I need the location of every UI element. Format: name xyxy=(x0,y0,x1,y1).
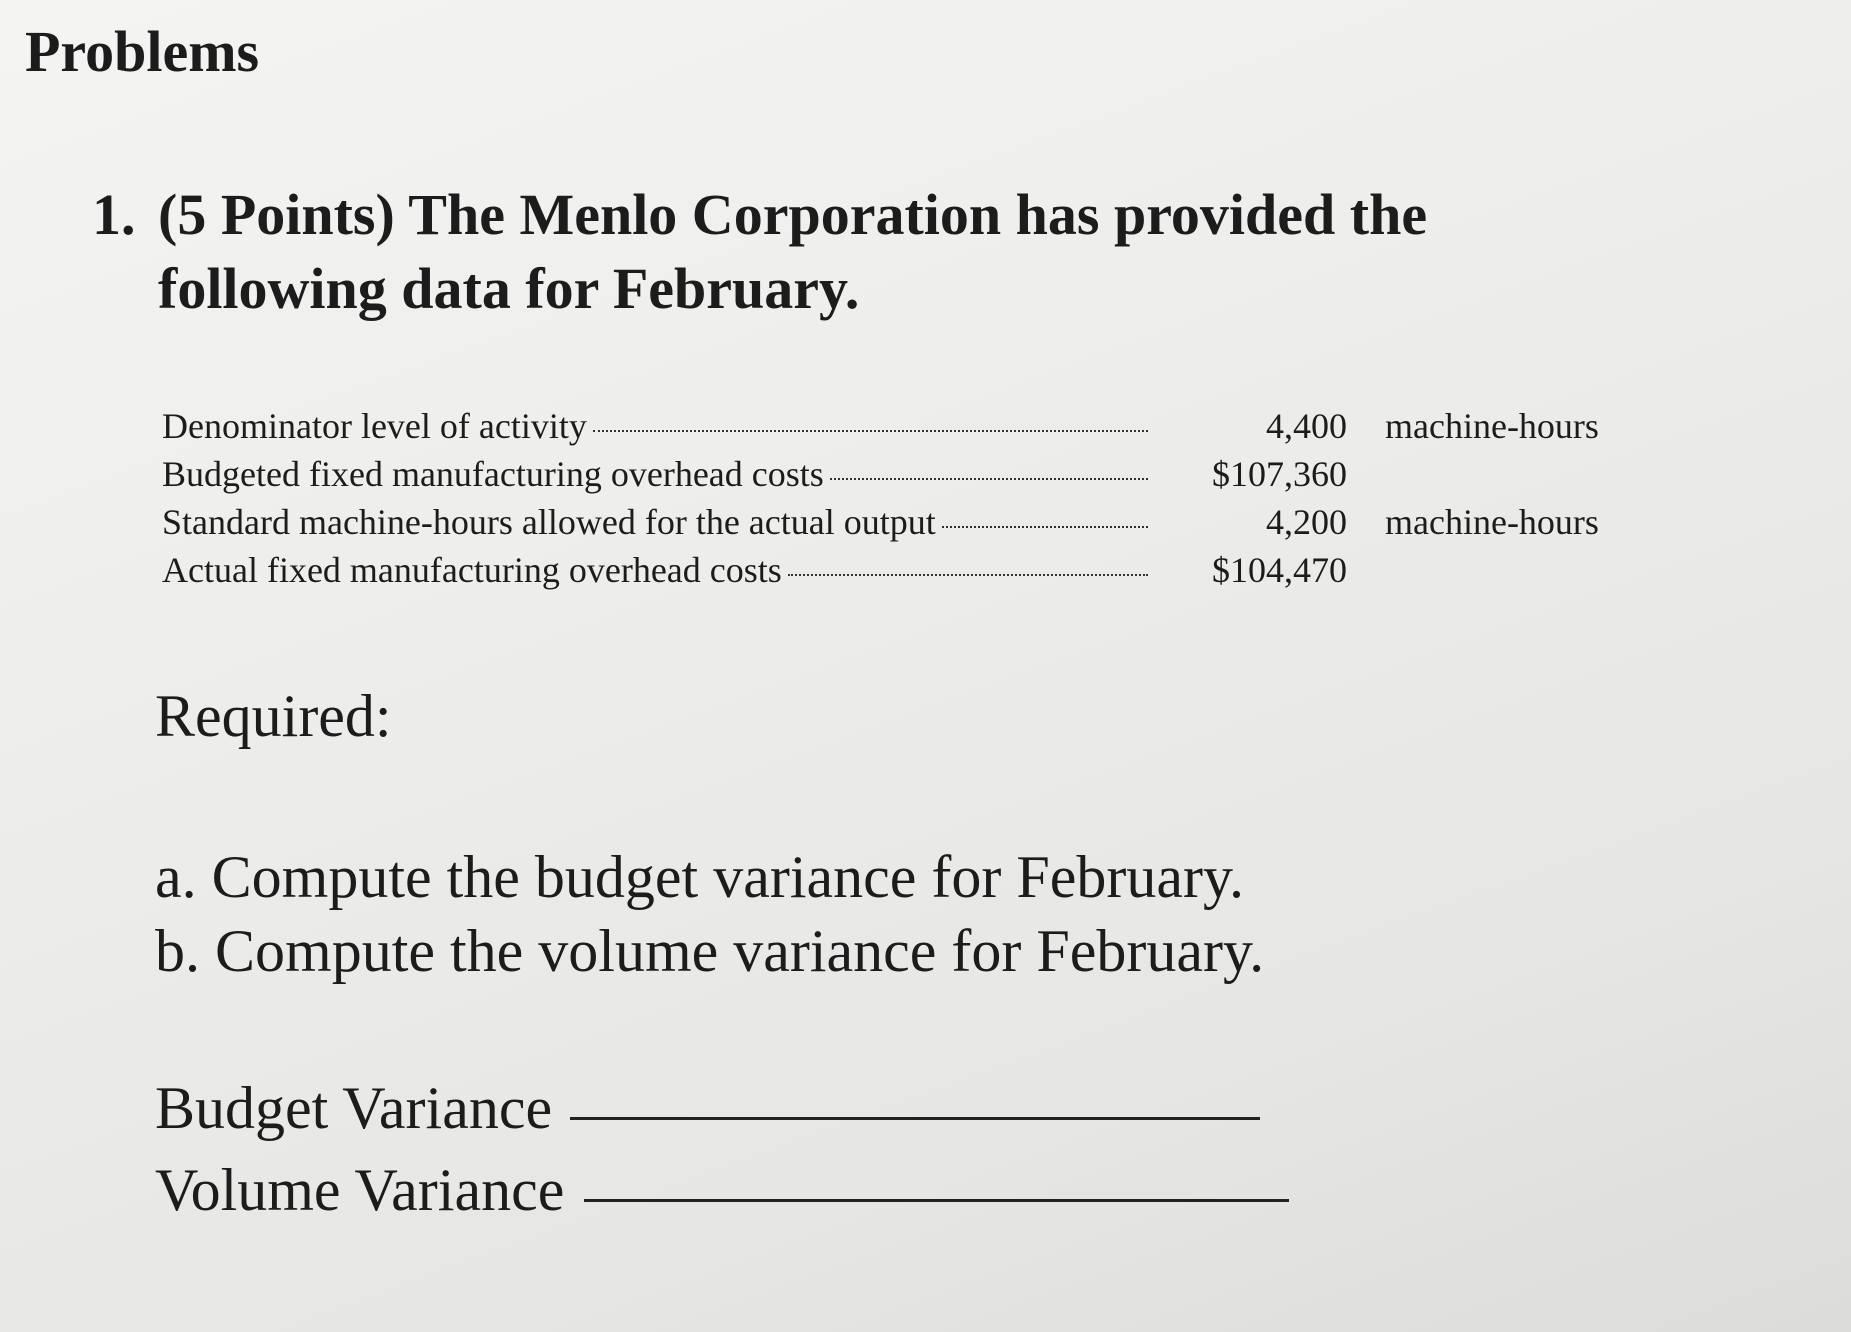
problem-statement xyxy=(92,178,1427,326)
answer-row-budget xyxy=(155,1067,1289,1149)
data-label: Denominator level of activity xyxy=(162,406,587,446)
data-label: Budgeted fixed manufacturing overhead costs xyxy=(162,454,824,494)
data-row xyxy=(162,450,1599,498)
data-label: Actual fixed manufacturing overhead costs xyxy=(162,550,782,590)
volume-variance-answer-line[interactable] xyxy=(584,1199,1289,1202)
data-value: $104,470 xyxy=(1212,550,1347,590)
data-value: 4,200 xyxy=(1266,502,1347,542)
answer-section xyxy=(155,1067,1289,1231)
task-list xyxy=(155,840,1264,988)
dot-leader xyxy=(942,526,1148,528)
task-item: b. Compute the volume variance for February. xyxy=(155,918,1265,984)
data-row xyxy=(162,546,1599,594)
dot-leader xyxy=(788,574,1148,576)
problem-number: 1. xyxy=(92,182,136,247)
data-value: 4,400 xyxy=(1266,406,1347,446)
data-value: $107,360 xyxy=(1212,454,1347,494)
answer-row-volume xyxy=(155,1149,1289,1231)
budget-variance-answer-line[interactable] xyxy=(570,1117,1260,1120)
data-unit xyxy=(1347,450,1599,498)
section-heading: Problems xyxy=(25,19,260,84)
problem-title-line-2: following data for February. xyxy=(158,256,860,321)
data-unit xyxy=(1347,546,1599,594)
data-row xyxy=(162,402,1599,450)
problem-title-line-1: (5 Points) The Menlo Corporation has provided the xyxy=(158,182,1428,247)
budget-variance-label: Budget Variance xyxy=(155,1075,553,1141)
task-item: a. Compute the budget variance for February. xyxy=(155,844,1245,910)
dot-leader xyxy=(593,430,1148,432)
required-heading: Required: xyxy=(155,683,392,749)
dot-leader xyxy=(830,478,1148,480)
given-data-table xyxy=(162,402,1599,594)
data-unit: machine-hours xyxy=(1385,406,1599,446)
volume-variance-label: Volume Variance xyxy=(155,1157,565,1223)
data-row xyxy=(162,498,1599,546)
data-label: Standard machine-hours allowed for the actual output xyxy=(162,502,936,542)
data-unit: machine-hours xyxy=(1385,502,1599,542)
